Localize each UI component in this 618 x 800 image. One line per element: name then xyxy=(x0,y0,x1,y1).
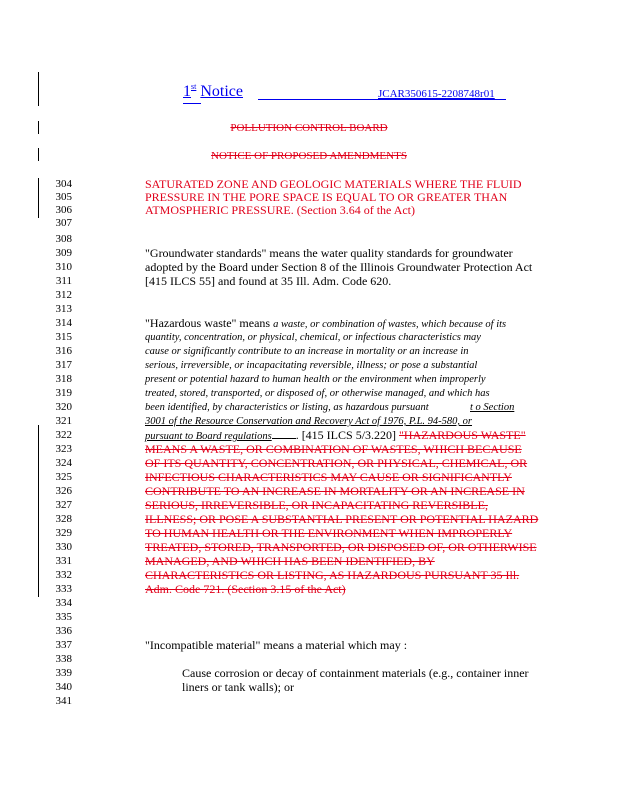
line-number: 311 xyxy=(55,275,72,287)
line-number: 304 xyxy=(55,178,72,190)
board-title: POLLUTION CONTROL BOARD xyxy=(230,122,388,134)
line-number: 335 xyxy=(55,611,72,623)
line-number: 330 xyxy=(55,541,72,553)
pursuant-text: pursuant to Board regulations xyxy=(145,431,272,442)
struck-line: MANAGED, AND WHICH HAS BEEN IDENTIFIED, BY xyxy=(145,554,435,568)
act-line: 3001 of the Resource Conservation and Recovery Act of 1976, P.L. 94-580, or xyxy=(145,416,473,427)
line-number: 305 xyxy=(55,191,72,203)
line-number: 320 xyxy=(55,401,72,413)
notice-title: NOTICE OF PROPOSED AMENDMENTS xyxy=(211,150,407,162)
line-number: 322 xyxy=(55,429,72,441)
struck-line: INFECTIOUS CHARACTERISTICS MAY CAUSE OR SIGNIFICANTLY xyxy=(145,470,512,484)
line-number: 338 xyxy=(55,653,72,665)
line-number: 323 xyxy=(55,443,72,455)
line-number: 337 xyxy=(55,639,72,651)
incompatible-line: "Incompatible material" means a material which may : xyxy=(145,638,408,652)
line-number: 321 xyxy=(55,415,72,427)
struck-line: ILLNESS; OR POSE A SUBSTANTIAL PRESENT OR POTENTIAL HAZARD xyxy=(145,512,539,526)
line-number: 316 xyxy=(55,345,72,357)
hazardous-italic: treated, stored, transported, or disposed of, or otherwise managed, and which has xyxy=(145,388,490,399)
line-number: 341 xyxy=(55,695,72,707)
line-number: 314 xyxy=(55,317,72,329)
corrosion-line: liners or tank walls); or xyxy=(182,680,294,694)
change-bar xyxy=(38,72,39,106)
jcar-code: JCAR350615-2208748r01 xyxy=(378,88,495,100)
notice-suffix: st xyxy=(191,82,197,91)
notice-word: Notice xyxy=(200,83,243,100)
struck-line: TREATED, STORED, TRANSPORTED, OR DISPOSED OF, OR OTHERWISE xyxy=(145,540,537,554)
struck-line: SERIOUS, IRREVERSIBLE, OR INCAPACITATING REVERSIBLE, xyxy=(145,498,488,512)
struck-start: "HAZARDOUS WASTE" xyxy=(399,428,526,442)
hazardous-italic: serious, irreversible, or incapacitating reversible, illness; or pose a substantial xyxy=(145,360,478,371)
line-number: 318 xyxy=(55,373,72,385)
hazardous-italic: quantity, concentration, or physical, chemical, or infectious characteristics may xyxy=(145,332,481,343)
line-number: 324 xyxy=(55,457,72,469)
struck-line: CONTRIBUTE TO AN INCREASE IN MORTALITY OR AN INCREASE IN xyxy=(145,484,525,498)
groundwater-line: adopted by the Board under Section 8 of the Illinois Groundwater Protection Act xyxy=(145,260,533,274)
line-number: 327 xyxy=(55,499,72,511)
line-number: 325 xyxy=(55,471,72,483)
struck-line: MEANS A WASTE, OR COMBINATION OF WASTES, WHICH BECAUSE xyxy=(145,442,522,456)
corrosion-line: Cause corrosion or decay of containment materials (e.g., container inner xyxy=(182,666,529,680)
line-number: 340 xyxy=(55,681,72,693)
line-number: 306 xyxy=(55,204,72,216)
struck-line: Adm. Code 721. (Section 3.15 of the Act) xyxy=(145,582,346,596)
cite-text: . [415 ILCS 5/3.220] xyxy=(295,428,400,442)
line-number: 313 xyxy=(55,303,72,315)
notice-heading xyxy=(183,82,243,101)
line-number: 329 xyxy=(55,527,72,539)
hazardous-italic: been identified, by characteristics or listing, as hazardous pursuant xyxy=(145,402,429,413)
line-number: 307 xyxy=(55,217,72,229)
line-number: 312 xyxy=(55,289,72,301)
to-section: t o Section xyxy=(470,402,515,413)
saturated-line: PRESSURE IN THE PORE SPACE IS EQUAL TO OR GREATER THAN xyxy=(145,190,508,204)
line-number: 309 xyxy=(55,247,72,259)
line-number: 332 xyxy=(55,569,72,581)
notice-number: 1 xyxy=(183,83,191,100)
struck-line: OF ITS QUANTITY, CONCENTRATION, OR PHYSICAL, CHEMICAL, OR xyxy=(145,456,528,470)
line-number: 308 xyxy=(55,233,72,245)
struck-line: CHARACTERISTICS OR LISTING, AS HAZARDOUS PURSUANT 35 Ill. xyxy=(145,568,520,582)
hazardous-italic: present or potential hazard to human health or the environment when improperly xyxy=(145,374,486,385)
line-number: 315 xyxy=(55,331,72,343)
hazardous-cite-line xyxy=(145,429,526,443)
hazardous-line-first xyxy=(145,317,506,331)
line-number: 328 xyxy=(55,513,72,525)
line-number: 310 xyxy=(55,261,72,273)
line-number: 331 xyxy=(55,555,72,567)
line-number: 319 xyxy=(55,387,72,399)
line-number: 333 xyxy=(55,583,72,595)
line-number: 336 xyxy=(55,625,72,637)
saturated-line: SATURATED ZONE AND GEOLOGIC MATERIALS WHERE THE FLUID xyxy=(145,177,522,191)
hazardous-italic: cause or significantly contribute to an increase in mortality or an increase in xyxy=(145,346,469,357)
line-number: 339 xyxy=(55,667,72,679)
hazardous-italic: a waste, or combination of wastes, which because of its xyxy=(273,319,507,330)
line-number: 326 xyxy=(55,485,72,497)
hazardous-lead: "Hazardous waste" means xyxy=(145,316,274,330)
line-number: 317 xyxy=(55,359,72,371)
header-rule xyxy=(183,103,201,104)
struck-line: TO HUMAN HEALTH OR THE ENVIRONMENT WHEN IMPROPERLY xyxy=(145,526,513,540)
saturated-line: ATMOSPHERIC PRESSURE. (Section 3.64 of the Act) xyxy=(145,203,416,217)
line-number: 334 xyxy=(55,597,72,609)
groundwater-line: "Groundwater standards" means the water quality standards for groundwater xyxy=(145,246,513,260)
blank-rule xyxy=(272,429,296,439)
groundwater-line: [415 ILCS 55] and found at 35 Ill. Adm. Code 620. xyxy=(145,274,392,288)
